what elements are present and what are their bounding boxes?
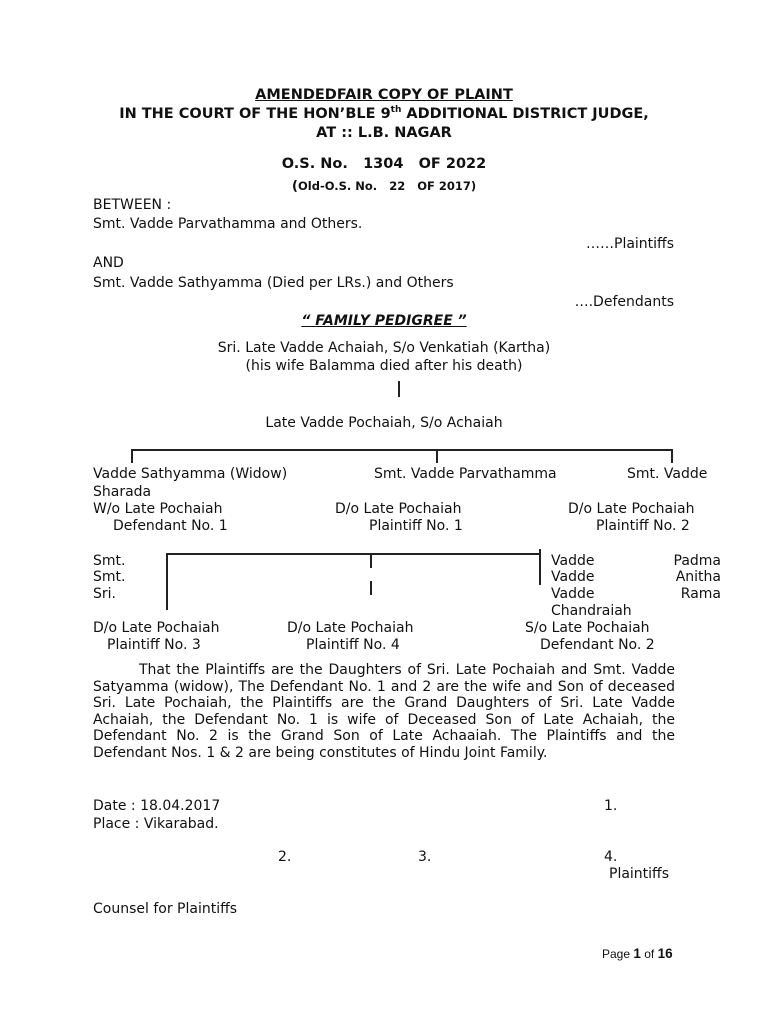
signatory-4: 4.: [604, 849, 618, 865]
left-title-1: Smt.: [93, 553, 126, 569]
widow-name: Vadde Sathyamma (Widow): [93, 466, 288, 482]
plaintiff2-status: Plaintiff No. 2: [596, 518, 690, 534]
pedigree-drop-2-middle-a: [370, 553, 372, 568]
pedigree-title: “ FAMILY PEDIGREE ”: [301, 313, 467, 329]
plaintiff1-status: Plaintiff No. 1: [369, 518, 463, 534]
plaint-title: AMENDEDFAIR COPY OF PLAINT: [255, 87, 513, 103]
signatory-2: 2.: [278, 849, 292, 865]
pedigree-branch-line: [131, 449, 672, 451]
plaintiff2-relation: D/o Late Pochaiah: [568, 501, 695, 517]
defendant-name: Smt. Vadde Sathyamma (Died per LRs.) and Others: [93, 275, 454, 291]
case-number: [0, 156, 768, 172]
old-label: Old-O.S. No.: [298, 179, 378, 193]
defendant2-status: Defendant No. 2: [540, 637, 655, 653]
defendant2-surname: Vadde: [551, 586, 595, 602]
defendant2-relation: S/o Late Pochaiah: [525, 620, 650, 636]
plaintiff4-name: Anitha: [675, 569, 721, 585]
plaintiff2-name-wrap: Sharada: [93, 484, 152, 500]
and-label: AND: [93, 255, 124, 271]
plaintiff3-status: Plaintiff No. 3: [107, 637, 201, 653]
old-year: OF 2017): [417, 179, 477, 193]
court-name-post: ADDITIONAL DISTRICT JUDGE,: [401, 106, 649, 122]
pedigree-drop-2-left: [166, 553, 168, 610]
plaintiff1-relation: D/o Late Pochaiah: [335, 501, 462, 517]
plaintiff1-name: Smt. Vadde Parvathamma: [374, 466, 557, 482]
place-line: Place : Vikarabad.: [93, 816, 219, 832]
court-name-pre: IN THE COURT OF THE HON’BLE 9: [119, 106, 391, 122]
footer-of-word: of: [640, 947, 658, 961]
signatory-1: 1.: [604, 798, 618, 814]
counsel-label: Counsel for Plaintiffs: [93, 901, 238, 917]
left-title-2: Smt.: [93, 569, 126, 585]
plaintiff2-name: Smt. Vadde: [627, 466, 708, 482]
root-ancestor-note: (his wife Balamma died after his death): [245, 358, 523, 374]
page-footer: [602, 946, 673, 961]
pedigree-drop-middle: [436, 449, 438, 463]
plaintiff-role: ……Plaintiffs: [586, 236, 674, 252]
between-label: BETWEEN :: [93, 197, 172, 213]
plaintiff4-relation: D/o Late Pochaiah: [287, 620, 414, 636]
plaintiff3-surname: Vadde: [551, 553, 595, 569]
old-open: (: [291, 178, 299, 194]
os-year: OF 2022: [418, 156, 487, 172]
pedigree-connector-1: [398, 381, 400, 397]
court-name-sup: th: [390, 105, 402, 116]
old-case-number: [0, 178, 768, 194]
old-number: 22: [389, 179, 406, 193]
pedigree-branch-line-2: [166, 553, 540, 555]
plaintiff3-name: Padma: [673, 553, 721, 569]
widow-relation: W/o Late Pochaiah: [93, 501, 223, 517]
footer-page-word: Page: [602, 947, 634, 961]
left-title-3: Sri.: [93, 586, 116, 602]
widow-status: Defendant No. 1: [113, 518, 228, 534]
signatory-3: 3.: [418, 849, 432, 865]
body-paragraph-text: That the Plaintiffs are the Daughters of Sri. Late Pochaiah and Smt. Vadde Satyamma (widow), The Defendant No. 1 and 2 are the wife and Son of deceased Sri. Late Pochaiah, the Plaintiffs are the Grand Daughters of Sri. Late Vadde Achaiah, the Defendant No. 1 is wife of Deceased Son of Late Achaiah, the Defendant No. 2 is the Grand Son of Late Achaaiah. The Plaintiffs and the Defendant Nos. 1 & 2 are being constitutes of Hindu Joint Family.: [93, 662, 675, 761]
pedigree-drop-2-middle-b: [370, 581, 372, 595]
defendant2-name-wrap: Chandraiah: [551, 603, 632, 619]
pedigree-drop-2-right: [539, 549, 541, 585]
footer-page-number: 1: [633, 946, 641, 961]
os-number: 1304: [363, 156, 404, 172]
os-label: O.S. No.: [281, 156, 348, 172]
plaintiff4-surname: Vadde: [551, 569, 595, 585]
defendant2-name: Rama: [680, 586, 721, 602]
defendant-role: ….Defendants: [574, 294, 674, 310]
date-line: Date : 18.04.2017: [93, 798, 221, 814]
pedigree-drop-left: [131, 449, 133, 463]
pedigree-child: Late Vadde Pochaiah, S/o Achaiah: [265, 415, 503, 431]
root-ancestor: Sri. Late Vadde Achaiah, S/o Venkatiah (Kartha): [217, 340, 551, 356]
court-location: AT :: L.B. NAGAR: [316, 125, 452, 141]
plaintiff3-relation: D/o Late Pochaiah: [93, 620, 220, 636]
court-name: [0, 106, 768, 122]
pedigree-drop-right: [671, 449, 673, 463]
body-paragraph: [93, 662, 675, 762]
plaintiff4-status: Plaintiff No. 4: [306, 637, 400, 653]
plaintiff-name: Smt. Vadde Parvathamma and Others.: [93, 216, 363, 232]
footer-page-total: 16: [657, 946, 673, 961]
plaintiffs-label: Plaintiffs: [609, 866, 669, 882]
